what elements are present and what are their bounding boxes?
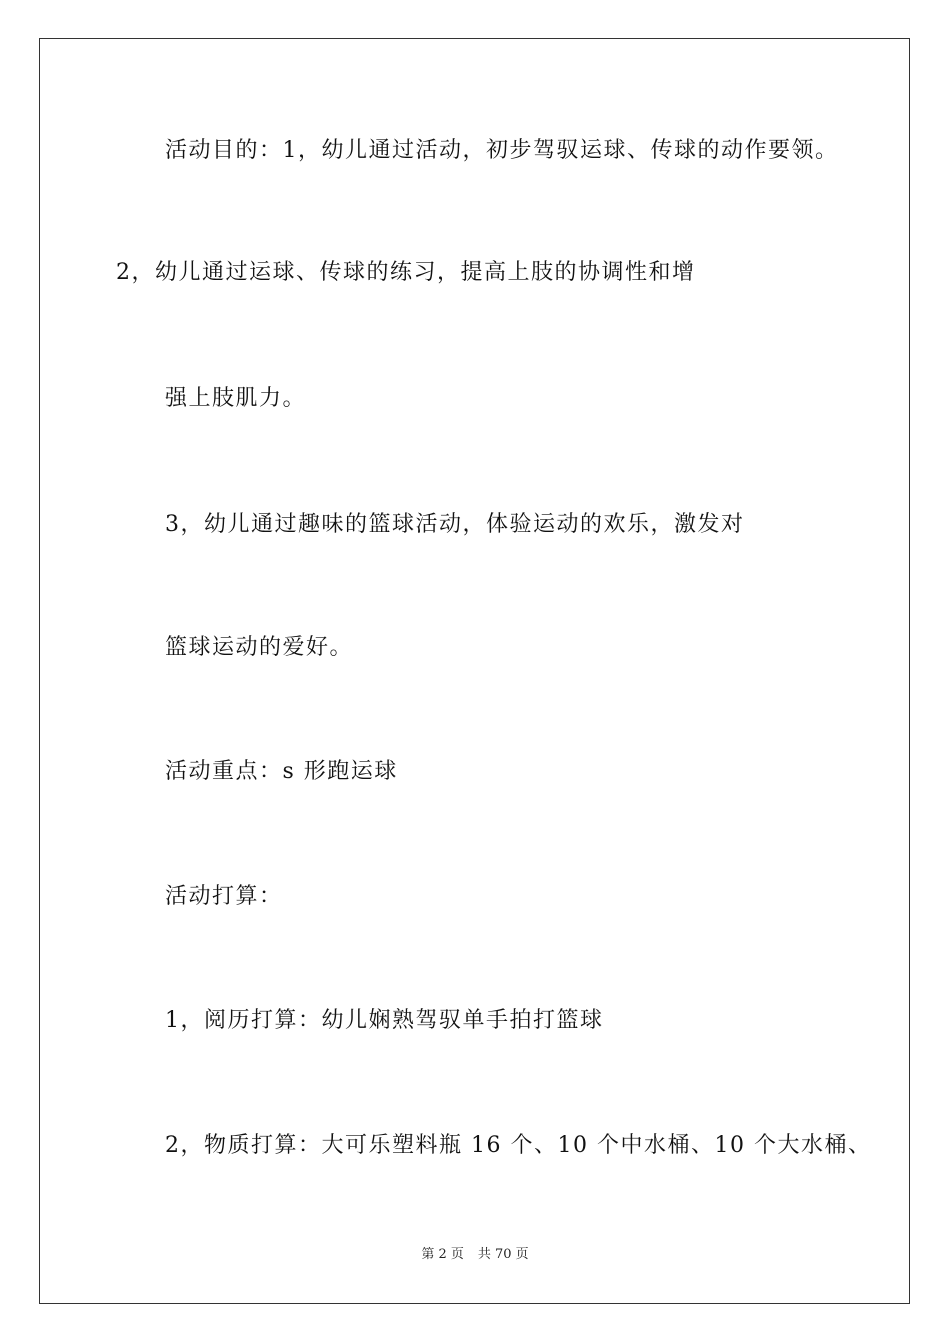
page-footer [0,1246,950,1264]
text-line-3: 强上肢肌力。 [165,386,307,411]
text-line-8: 1，阅历打算：幼儿娴熟驾驭单手拍打篮球 [165,1008,604,1033]
page-total: 共 70 页 [477,1247,529,1262]
page-number: 第 2 页 [421,1247,464,1262]
text-line-5: 篮球运动的爱好。 [165,635,354,660]
text-line-6: 活动重点：s 形跑运球 [165,759,398,784]
text-line-2: 2，幼儿通过运球、传球的练习，提高上肢的协调性和增 [116,260,696,285]
text-line-4: 3，幼儿通过趣味的篮球活动，体验运动的欢乐，激发对 [165,512,745,537]
text-line-1: 活动目的：1，幼儿通过活动，初步驾驭运球、传球的动作要领。 [165,138,839,163]
text-line-9: 2，物质打算：大可乐塑料瓶 16 个、10 个中水桶、10 个大水桶、 [165,1133,872,1158]
text-line-7: 活动打算： [165,884,283,909]
page-border [39,38,910,1304]
